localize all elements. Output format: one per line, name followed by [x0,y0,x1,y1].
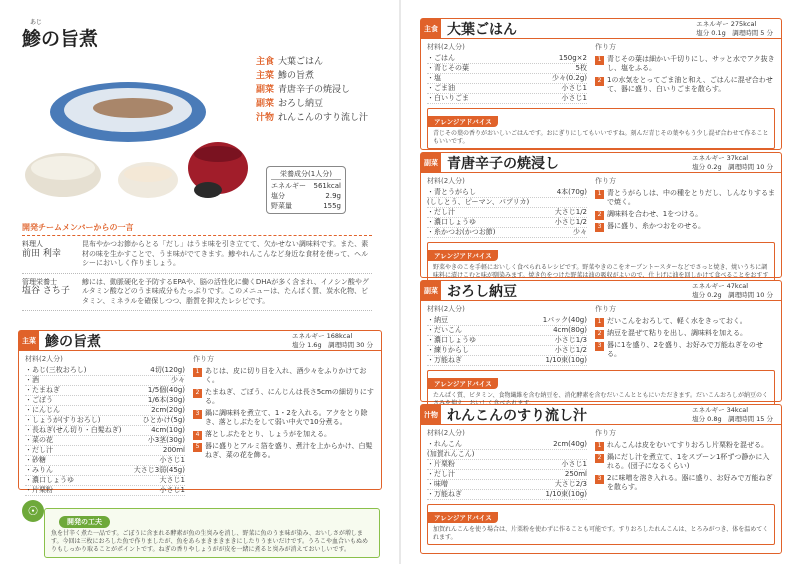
nutrition-row: 野菜量 155g [271,202,341,210]
step-row [193,388,375,407]
ingredient-row [25,446,185,456]
step-number: 1 [595,442,604,451]
step-number: 5 [193,443,202,452]
ingredient-name: ・だし汁 [427,470,455,478]
ingredient-name: ・あじ(三枚おろし) [25,366,87,374]
ingredient-qty: 4切(120g) [150,366,185,374]
ingredient-qty: 1/6本(30g) [147,396,185,404]
right-page [400,0,800,564]
recipe-box [420,18,782,150]
arrange-heading: アレンジアドバイス [428,250,498,261]
ingredient-row [427,490,587,500]
arrange-heading: アレンジアドバイス [428,512,498,523]
ingredient-qty: 2cm(40g) [553,440,587,448]
ingredient-row [25,366,185,376]
step-number: 1 [595,56,604,65]
ingredient-row [25,476,185,486]
ingredient-row [427,450,587,460]
ingredient-name: ・塩 [427,74,441,82]
ingredient-qty: 大さじ2/3 [554,480,587,488]
ingredient-row [25,426,185,436]
step-row [595,453,775,472]
ingredient-name: ・糸かつお(かつお節) [427,228,496,236]
nutrition-box: 栄養成分(1人分) エネルギー 561kcal 塩分 2.9g 野菜量 155g [266,166,346,214]
nutrition-row: エネルギー 561kcal [271,182,341,190]
ingredient-row [427,346,587,356]
ingredient-qty: 小さじ1 [561,94,587,102]
recipe-name: 大葉ごはん [447,21,517,38]
stat-line: エネルギー 34kcal [692,406,749,414]
step-number: 3 [193,410,202,419]
arrange-advice [427,108,775,149]
step-text: だいこんをおろして、軽く水をきっておく。 [607,316,747,325]
ingredient-name: ・にんじん [25,406,60,414]
ingredient-list [427,43,587,104]
ingredient-row [427,316,587,326]
member-comment: 料理人 前田 利幸 昆布やかつお節からとる「だし」はうま味を引き立てて、欠かせない調味料です。また、素材の味を生かすことで、うま味がでてきます。鯵やれんこんなど身近な食材を使って、ヘルシーにおいしく作りましょう。 [22,240,372,274]
ingredient-name: ・練りからし [427,346,469,354]
ingredient-row [427,218,587,228]
ingredient-row [427,440,587,450]
tip-text: 魚を甘辛く煮た一品です。ごぼうに含まれる酵素が魚の生臭みを消し、野菜に魚のうま味が染み、おいしさが増します。今回は三枚におろした魚で作りましたが、魚をあらまきまきまきにしたりうまいだけです。うろこや血合いもぬめりもしっかり取ることがポイントです。ねぎの香りやしょうがが皮を一緒に煮ると臭みが消えておいしいです。 [51,530,369,553]
ingredient-qty: 小さじ1/2 [554,346,587,354]
ingredient-qty: 小さじ1 [561,84,587,92]
recipe-box [420,404,782,554]
stat-line: 塩分 0.8g 調理時間 15 分 [692,414,773,423]
steps-title: 作り方 [595,305,616,313]
category-badge: 汁物 [421,405,441,425]
arrange-text: 加賀れんこんを使う場合は、片栗粉を使わずに作ることも可能です。すりおろしたれんこんは、とろみがつき、体を温めてくれます。 [433,526,769,541]
recipe-header [421,153,781,173]
recipe-box [420,280,782,402]
ingredient-row [25,456,185,466]
step-row [595,474,775,493]
team-heading: 開発チームメンバーからの一言 [22,222,372,236]
category-badge: 主食 [421,19,441,39]
ingredient-row [427,94,587,104]
ingredient-row [427,326,587,336]
recipe-name: おろし納豆 [447,283,517,300]
recipe-stats [692,282,773,299]
ingredient-qty: 大さじ1 [159,476,185,484]
step-text: 鍋にだし汁を煮立て、1をスプーン1杯ずつ静かに入れる。(団子になるくらい) [607,452,770,470]
ingredient-name: ・酒 [25,376,39,384]
recipe-header [421,405,781,425]
ingredient-list [427,429,587,500]
ingredient-row [427,356,587,366]
stat-line: 塩分 0.2g 調理時間 10 分 [692,290,773,299]
ingredient-qty: 大さじ3弱(45g) [133,466,185,474]
step-text: 器に盛りとアルミ箔を盛り、煮汁を上からかけ、白髪ねぎ、菜の花を飾る。 [205,441,373,459]
recipe-header [421,19,781,39]
step-list [595,43,775,104]
arrange-text: 青じその葉の香りがおいしいごはんです。おにぎりにしてもいいですね。刻んだ青じその葉やもう少し混ぜ合わせて作ることもいいです。 [433,130,769,145]
step-number: 2 [595,330,604,339]
ingredient-qty: 小さじ1 [159,486,185,494]
ingredient-row [25,436,185,446]
ingredient-qty: 200ml [162,446,185,454]
step-text: 落としぶたをとり、しょうがを加える。 [205,429,331,438]
ingredient-row [427,64,587,74]
page-title: 鯵の旨煮 [22,28,99,50]
step-row [595,329,775,339]
step-row [595,317,775,327]
step-row [193,367,375,386]
recipe-name: れんこんのすり流し汁 [447,407,587,424]
step-number: 3 [595,223,604,232]
recipe-columns [421,301,781,366]
step-list [595,429,775,500]
ingredient-qty: 小3茎(30g) [147,436,185,444]
menu-item: 副菜 おろし納豆 [256,99,324,109]
recipe-name: 青唐辛子の焼浸し [447,155,559,172]
ingredient-row [427,74,587,84]
step-row [595,55,775,74]
step-text: 青とうがらしは、中の種をとりだし、しんなりするまで焼く。 [607,188,775,206]
ingredient-name: ・青とうがらし [427,188,476,196]
ingredient-row [427,84,587,94]
step-number: 3 [595,342,604,351]
category-badge: 副菜 [421,281,441,301]
ingredient-row [427,198,587,208]
ingredient-name: ・ごはん [427,54,455,62]
ingredient-title: 材料(2人分) [427,43,465,51]
ingredient-name: ・片栗粉 [427,460,455,468]
ingredient-name: ・しょうが(すりおろし) [25,416,101,424]
ingredient-qty: 小さじ1 [561,460,587,468]
ingredient-name: ・だし汁 [25,446,53,454]
step-number: 2 [595,454,604,463]
ingredient-qty: 小さじ1/3 [554,336,587,344]
nutrition-row: 塩分 2.9g [271,192,341,200]
ingredient-qty: 150g×2 [558,54,587,62]
ingredient-row [25,396,185,406]
ingredient-list [427,305,587,366]
ingredient-qty: 4cm(10g) [151,426,185,434]
category-badge: 副菜 [421,153,441,173]
recipe-stats [696,20,773,37]
ingredient-qty: 2cm(20g) [151,406,185,414]
ingredient-name: ・れんこん [427,440,462,448]
ingredient-row [25,386,185,396]
stat-line: 塩分 0.1g 調理時間 5 分 [696,28,773,37]
ingredient-row [25,466,185,476]
development-tip [44,508,380,558]
stat-line: 塩分 0.2g 調理時間 10 分 [692,162,773,171]
ingredient-qty: 4本(70g) [556,188,587,196]
ingredient-qty: 小さじ1/2 [554,218,587,226]
step-text: 調味料を合わせ、1をつける。 [607,209,703,218]
step-row [595,341,775,360]
ingredient-row [427,470,587,480]
step-text: 器に盛り、糸かつおをのせる。 [607,221,705,230]
steps-title: 作り方 [595,429,616,437]
step-text: 青じその葉は細かい千切りにし、サッと水でアク抜きし、塩をふる。 [607,54,775,72]
step-number: 4 [193,431,202,440]
ingredient-row [427,188,587,198]
title-ruby: あじ [30,19,43,26]
ingredient-title: 材料(2人分) [427,305,465,313]
step-list [595,305,775,366]
ingredient-name: ・濃口しょうゆ [427,218,476,226]
step-row [595,222,775,232]
menu-list [256,55,368,125]
ingredient-qty: 大さじ1/2 [554,208,587,216]
ingredient-qty: 少々 [573,228,587,236]
step-text: 納豆を混ぜて粘りを出し、調味料を加える。 [607,328,747,337]
ingredient-name: ・ごぼう [25,396,53,404]
ingredient-qty: ひとかけ(5g) [142,416,185,424]
ingredient-qty: 250ml [564,470,587,478]
step-row [595,76,775,95]
ingredient-qty: 5枚 [575,64,587,72]
steps-title: 作り方 [595,177,616,185]
menu-item: 汁物 れんこんのすり流し汁 [256,113,369,123]
ingredient-qty: 1/5個(40g) [147,386,185,394]
step-list [595,177,775,238]
arrange-text: たんぱく質、ビタミン、食物繊維を含む納豆を、消化酵素を含むだいこんとともにいただきます。だいこんおろしが納豆のく [433,392,769,399]
step-text: れんこんは皮をむいてすりおろし片栗粉を混ぜる。 [607,440,768,449]
step-text: 2に味噌を溶き入れる。器に盛り、お好みで万能ねぎを散らす。 [607,473,773,491]
menu-item: 主菜 鯵の旨煮 [256,71,315,81]
step-number: 2 [595,77,604,86]
ingredient-row [427,336,587,346]
ingredient-qty: 1/10束(10g) [545,490,587,498]
stat-line: エネルギー 47kcal [692,282,749,290]
ingredient-row [25,406,185,416]
ingredient-name: ・だいこん [427,326,462,334]
ingredient-name: ・だし汁 [427,208,455,216]
recipe-stats: エネルギー 168kcal 塩分 1.6g 調理時間 30 分 [292,332,373,349]
member-comment: 管理栄養士 塩谷 さち子 鯵には、動脈硬化を予防するEPAや、脳の活性化に働くDHAが多く含まれ、イノシン酸やグルタミン酸などのうま味成分もたっぷりです。このメニューは、たんぱく質、炭水化物、ビタミン、ミネラルを確保しつつ、脂質を抑えたレシピです。 [22,278,372,312]
recipe-main-dish [18,330,382,494]
ingredient-list [427,177,587,238]
menu-item: 副菜 青唐辛子の焼浸し [256,85,351,95]
step-number: 2 [595,211,604,220]
step-row [193,442,375,461]
arrange-heading: アレンジアドバイス [428,116,498,127]
step-number: 1 [595,318,604,327]
ingredient-name: ・長ねぎ(せん切り・白髪ねぎ) [25,426,122,434]
menu-item: 主食 大葉ごはん [256,57,324,67]
step-text: あじは、皮に切り目を入れ、酒少々をふりかけておく。 [205,366,367,384]
stat-line: エネルギー 275kcal [696,20,757,28]
ingredient-name: ・ごま油 [427,84,455,92]
ingredient-qty: 1/10束(10g) [545,356,587,364]
arrange-heading: アレンジアドバイス [428,378,498,389]
recipe-columns [421,173,781,238]
ingredient-name: ・万能ねぎ [427,490,462,498]
ingredient-title: 材料(2人分) [427,177,465,185]
ingredient-qty: 小さじ1 [159,456,185,464]
step-row [193,430,375,440]
ingredient-row [427,228,587,238]
ingredient-name: ・青じその葉 [427,64,469,72]
arrange-text: 野菜やきのこを手軽においしく食べられるレシピです。野菜やきのこをオーブントースターなどでさっと焼き、焼いうちに調味料に漬けこむと味が馴染みます。焼き色をつけた野菜は油の吸収がよいので、仕上げに油を回しかけて食べることをおすす [433,264,769,279]
ingredient-qty: 少々 [171,376,185,384]
ingredient-name: ・味噌 [427,480,448,488]
category-badge: 主菜 [19,331,39,351]
ingredient-name: ・納豆 [427,316,448,324]
arrange-advice [427,504,775,545]
ingredient-name: ・万能ねぎ [427,356,462,364]
ingredient-qty: 1パック(40g) [542,316,587,324]
step-row [595,441,775,451]
ingredient-name: ・濃口しょうゆ [427,336,476,344]
dish-photo [18,50,250,210]
ingredient-row [427,480,587,490]
team-comments [22,222,372,311]
ingredient-row [25,416,185,426]
tip-heading: 開発の工夫 [59,516,110,528]
ingredient-name: ・濃口しょうゆ [25,476,74,484]
ingredient-row [25,376,185,386]
ingredient-name: ・みりん [25,466,53,474]
step-text: 鍋に調味料を煮立て、1・2を入れる。アクをとり除き、落としぶたをして弱い中火で10分煮る。 [205,408,368,426]
stat-line: エネルギー 37kcal [692,154,749,162]
ingredient-title: 材料(2人分) [427,429,465,437]
lightbulb-icon: ☉ [22,500,44,522]
ingredient-qty: 4cm(80g) [553,326,587,334]
steps-title: 作り方 [595,43,616,51]
step-list: 作り方 1 あじは、皮に切り目を入れ、酒少々をふりかけておく。 2 たまねぎ、ごぼう、にんじんは長さ5cmの細切りにする。 3 鍋に調味料を煮立て、1・2を入れる。アクをとり除き、落としぶたをして弱い中火で10分煮る。 4 落としぶたをとり、しょうがを加える。 5 器に盛りとアルミ箔を盛り、煮汁を上からかけ、白髪ねぎ、菜の花を飾る。 [193,355,374,459]
recipe-header [421,281,781,301]
ingredient-row [427,208,587,218]
ingredient-name: ・白いりごま [427,94,469,102]
step-number: 1 [193,368,202,377]
step-number: 3 [595,475,604,484]
recipe-columns [421,425,781,500]
ingredient-name: ・片栗粉 [25,486,53,494]
ingredient-name: (ししとう、ピーマン、パプリカ) [427,198,530,206]
recipe-box [420,152,782,278]
recipe-columns [421,39,781,104]
recipe-stats [692,154,773,171]
ingredient-name: ・砂糖 [25,456,46,464]
ingredient-qty: 少々(0.2g) [551,74,587,82]
step-number: 2 [193,389,202,398]
ingredient-list: 材料(2人分) ・あじ(三枚おろし) 4切(120g) ・酒 少々 ・たまねぎ 1/5個(40g) ・ごぼう 1/6本(30g) ・にんじん 2cm(20g) ・しょうが(すりおろし) ひとかけ(5g) ・長ねぎ(せん切り・白髪ねぎ) 4cm(10g) ・菜の花 小3茎(30g) ・だし汁 200ml ・砂糖 小さじ1 ・みりん 大さじ3弱(45g) ・濃口しょうゆ 大さじ1 ・片栗粉 小さじ1 [25,355,185,494]
ingredient-name: ・たまねぎ [25,386,60,394]
ingredient-row [427,460,587,470]
recipe-name: 鯵の旨煮 [45,333,101,350]
step-row [595,210,775,220]
step-row [193,409,375,428]
step-text: たまねぎ、ごぼう、にんじんは長さ5cmの細切りにする。 [205,387,374,405]
step-number: 1 [595,190,604,199]
ingredient-name: ・菜の花 [25,436,53,444]
ingredient-name: (加賀れんこん) [427,450,475,458]
step-row [595,189,775,208]
step-text: 1の水気をとってごま油と和え、ごはんに混ぜ合わせて、器に盛り、白いりごまを散らす。 [607,75,773,93]
step-text: 器に1を盛り、2を盛り、お好みで万能ねぎをのせる。 [607,340,763,358]
ingredient-row [427,54,587,64]
recipe-stats [692,406,773,423]
ingredient-row [25,486,185,496]
